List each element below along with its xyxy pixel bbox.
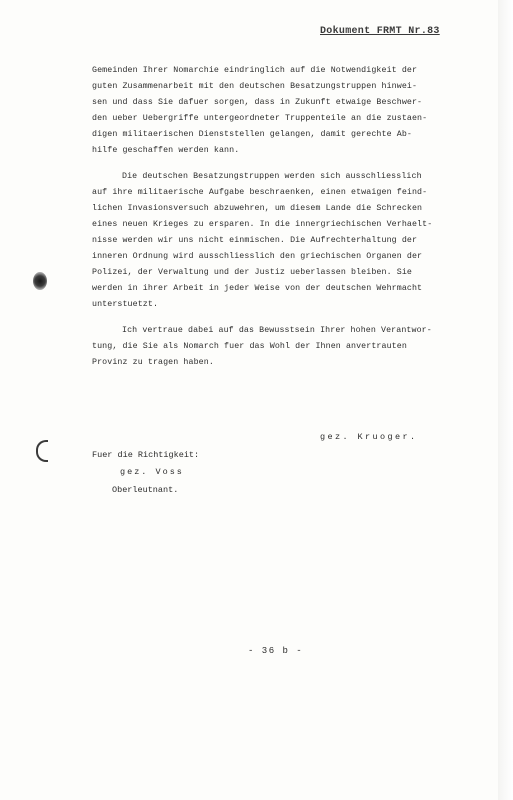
text-line: Gemeinden Ihrer Nomarchie eindringlich auf die Notwendigkeit der [92, 66, 418, 75]
certification-rank: Oberleutnant. [112, 485, 179, 495]
text-line: sen und dass Sie dafuer sorgen, dass in Zukunft etwaige Beschwer- [92, 98, 423, 107]
text-line: digen militaerischen Dienststellen gelangen, damit gerechte Ab- [92, 130, 412, 139]
text-line: Provinz zu tragen haben. [92, 358, 214, 367]
text-line: den ueber Uebergriffe untergeordneter Truppenteile an die zustaen- [92, 114, 428, 123]
text-line: tung, die Sie als Nomarch fuer das Wohl der Ihnen anvertrauten [92, 342, 407, 351]
certification-signature: gez. Voss [120, 467, 184, 477]
signature-line: gez. Kruoger. [320, 432, 418, 442]
text-line: lichen Invasionsversuch abzuwehren, um diesem Lande die Schrecken [92, 204, 423, 213]
text-line: guten Zusammenarbeit mit den deutschen Besatzungstruppen hinwei- [92, 82, 418, 91]
letter-body [92, 63, 432, 381]
text-line: Ich vertraue dabei auf das Bewusstsein Ihrer hohen Verantwor- [122, 326, 432, 335]
text-line: hilfe geschaffen werden kann. [92, 146, 240, 155]
page-number: - 36 b - [248, 646, 304, 656]
punch-hole-top [33, 272, 47, 290]
text-line: eines neuen Krieges zu ersparen. In die innergriechischen Verhaelt- [92, 220, 433, 229]
punch-hole-bottom [36, 440, 48, 462]
paragraph [92, 169, 432, 313]
paragraph [92, 323, 432, 371]
paragraph [92, 63, 432, 159]
text-line: Polizei, der Verwaltung und der Justiz ueberlassen bleiben. Sie [92, 268, 412, 277]
text-line: nisse werden wir uns nicht einmischen. Die Aufrechterhaltung der [92, 236, 418, 245]
document-id [320, 26, 440, 37]
document-id-text: Dokument FRMT Nr.83 [320, 26, 440, 37]
paper-edge [498, 0, 513, 800]
text-line: Die deutschen Besatzungstruppen werden sich ausschliesslich [122, 172, 422, 181]
text-line: werden in ihrer Arbeit in jeder Weise von der deutschen Wehrmacht [92, 284, 423, 293]
certification-label: Fuer die Richtigkeit: [92, 450, 200, 460]
text-line: auf ihre militaerische Aufgabe beschraenken, einen etwaigen feind- [92, 188, 428, 197]
text-line: unterstuetzt. [92, 300, 159, 309]
text-line: inneren Ordnung wird ausschliesslich den griechischen Organen der [92, 252, 423, 261]
